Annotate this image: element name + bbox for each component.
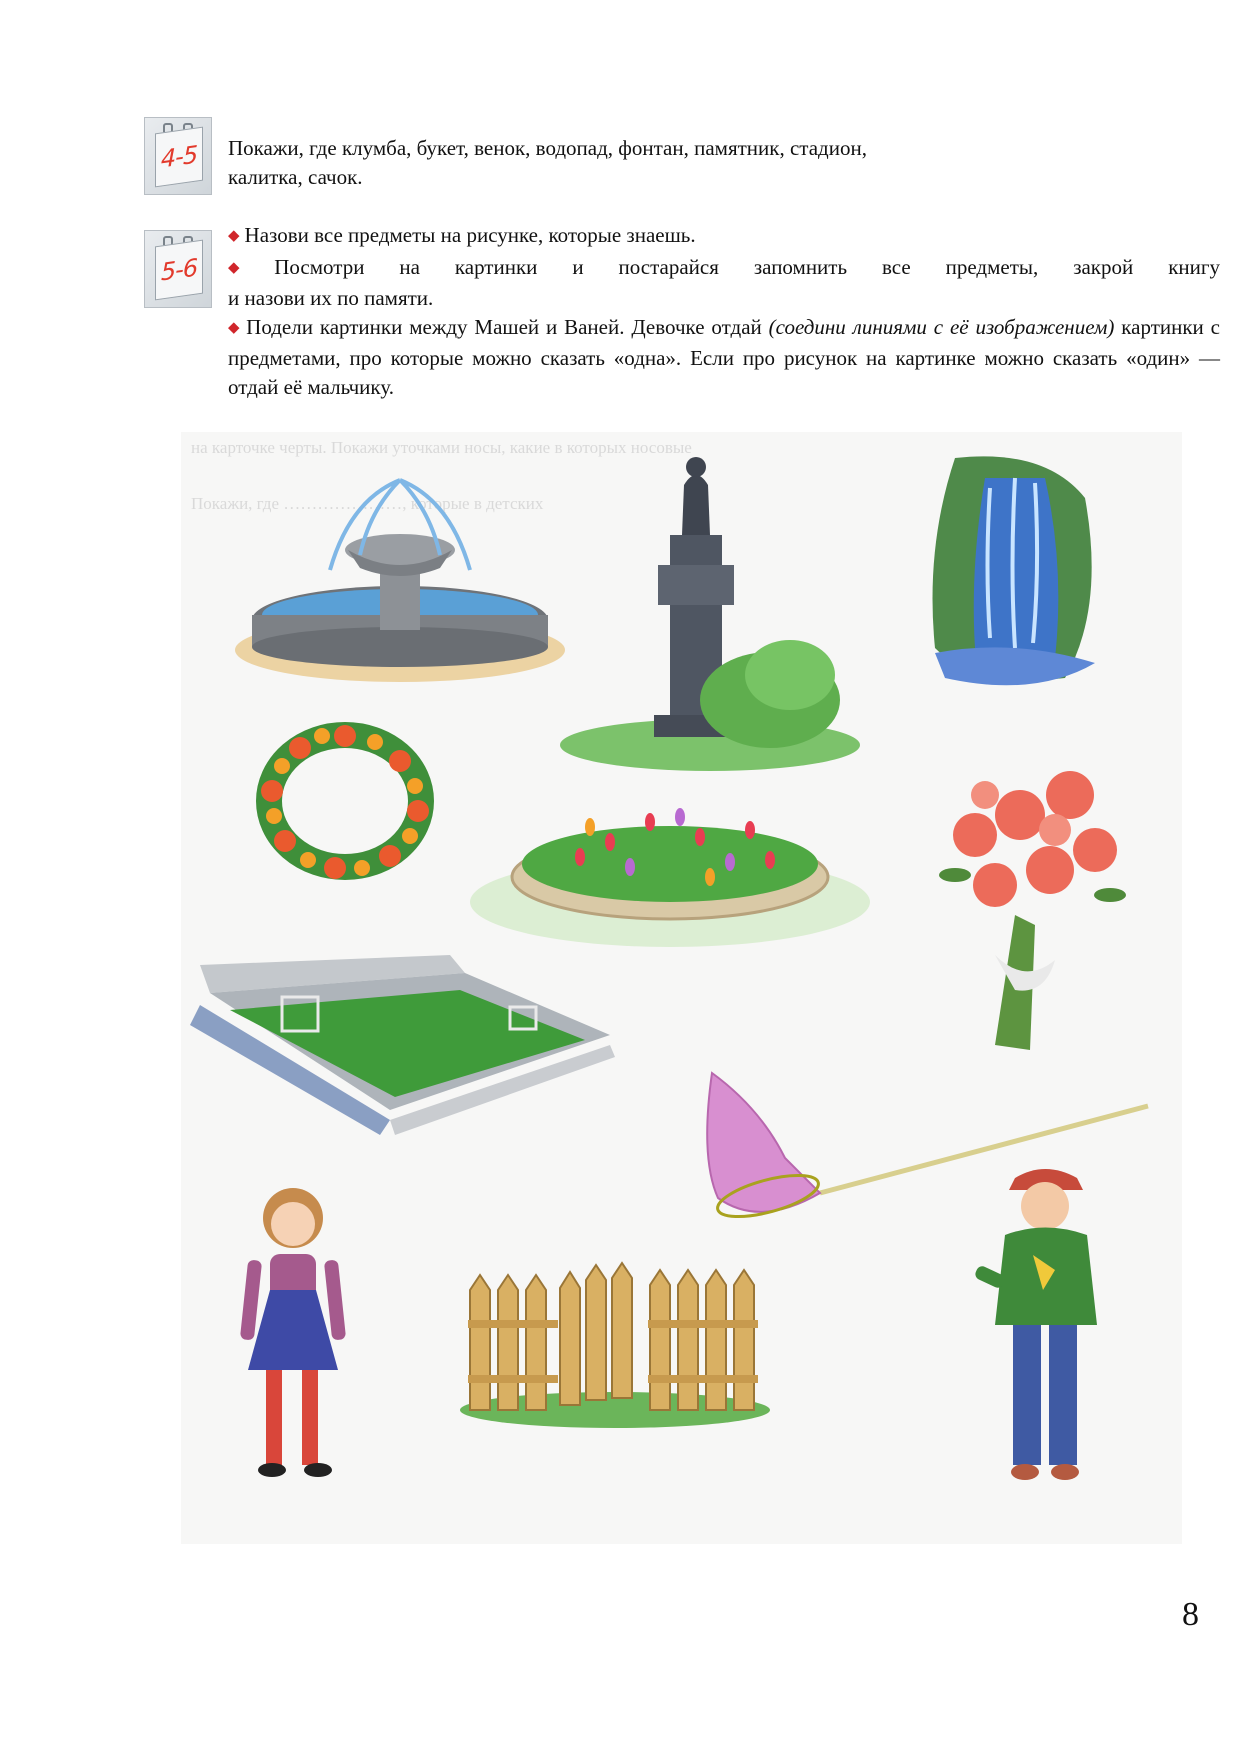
age-badge-4-5 [144,117,212,195]
boy-vanya-picture[interactable] [965,1160,1135,1520]
task-2-item-2-line-2: и назови их по памяти. [228,286,434,310]
task-2-item-3: ◆ Подели картинки между Машей и Ваней. Девочке отдай (соедини линиями с её изображением) картинки с предметами, про которые можно сказать «одна». Если про рисунок на картинке можно сказать «один» — отдай её мальчику. [228,314,1220,399]
page-number: 8 [1182,1596,1199,1633]
waterfall-picture[interactable] [915,448,1115,698]
stadium-picture[interactable] [190,945,620,1145]
badge-label: 5-6 [155,240,203,301]
bullet-diamond-icon: ◆ [228,259,270,276]
badge-label: 4-5 [155,127,203,188]
girl-masha-picture[interactable] [230,1180,365,1520]
monument-picture[interactable] [560,445,860,775]
fountain-picture[interactable] [230,460,570,690]
task-2-text [228,221,1220,401]
task-2-item-1: ◆ Назови все предметы на рисунке, которые знаешь. [228,223,696,247]
task-1-text [228,134,1220,191]
bouquet-picture[interactable] [935,755,1135,1065]
task-2-item-2-line-1: ◆ Посмотри на картинки и постарайся запомнить все предметы, закрой книгу [228,254,1220,279]
age-badge-5-6 [144,230,212,308]
bullet-diamond-icon: ◆ [228,228,240,244]
task-1-line-2: калитка, сачок. [228,164,363,189]
task-1-line-1: Покажи, где клумба, букет, венок, водопад, фонтан, памятник, стадион, [228,136,867,160]
flowerbed-picture[interactable] [470,782,870,952]
wreath-picture[interactable] [250,716,440,886]
bleed-through-text: Покажи, где …………………, которые в детских [191,494,544,513]
bleed-through-text: на карточке черты. Покажи уточками носы, какие в которых носовые [191,438,692,457]
bullet-diamond-icon: ◆ [228,319,242,336]
gate-picture[interactable] [460,1260,770,1430]
